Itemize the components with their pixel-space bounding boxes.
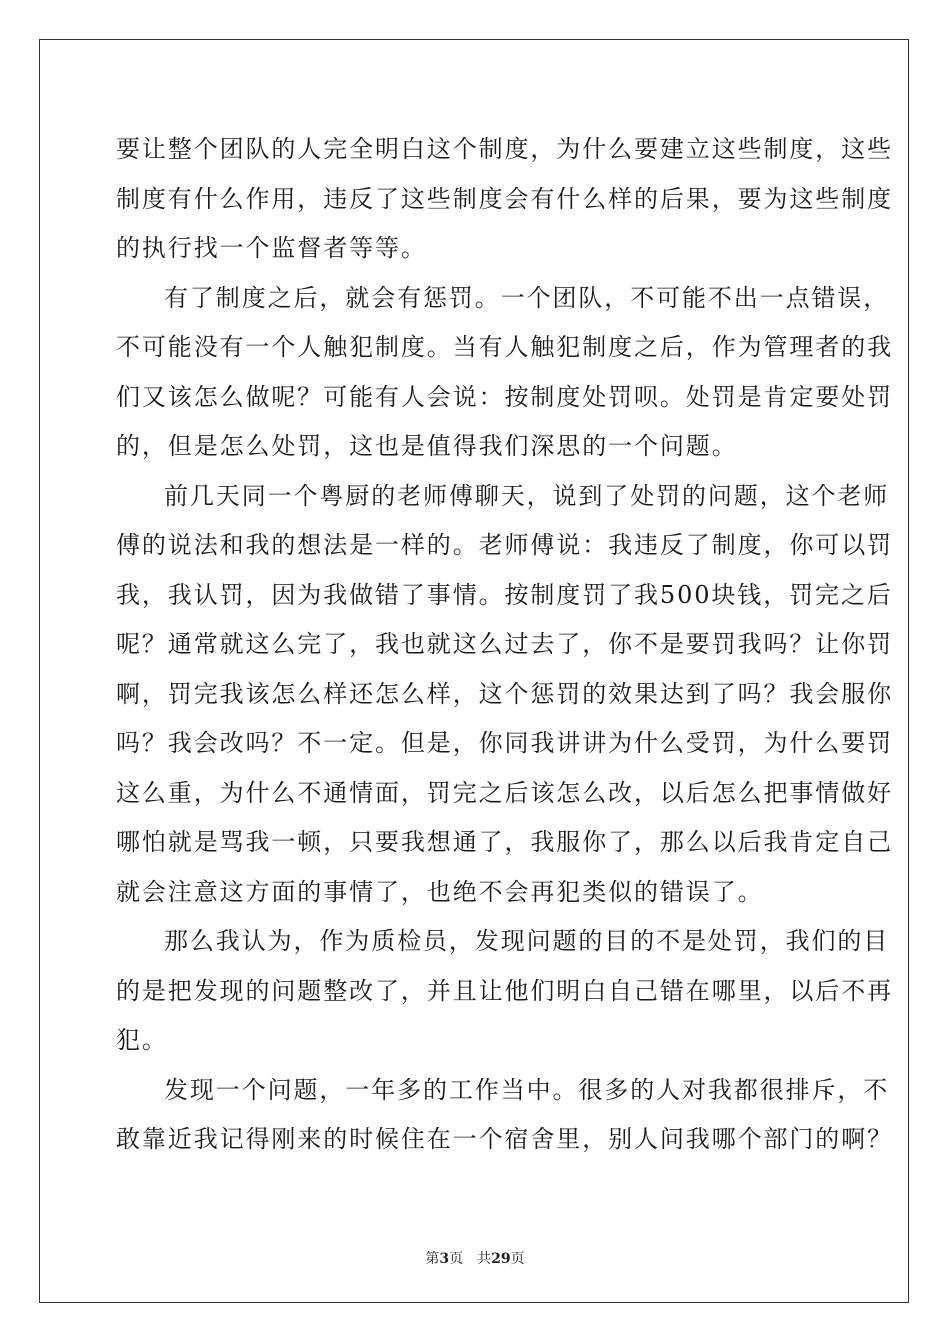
text-line: 前几天同一个粤厨的老师傅聊天，说到了处罚的问题，这个老师 [164, 481, 890, 510]
text-line: 不可能没有一个人触犯制度。当有人触犯制度之后，作为管理者的我 [116, 333, 893, 361]
text-line: 们又该怎么做呢？可能有人会说：按制度处罚呗。处罚是肯定要处罚 [116, 382, 893, 411]
document-body [116, 125, 893, 1165]
paragraph [116, 472, 893, 918]
paragraph [116, 274, 893, 472]
text-line: 的执行找一个监督者等等。 [116, 234, 427, 262]
text-line: 傅的说法和我的想法是一样的。老师傅说：我违反了制度，你可以罚 [116, 531, 893, 559]
page-footer [0, 1248, 950, 1268]
text-line: 我，我认罚，因为我做错了事情。按制度罚了我500块钱，罚完之后 [116, 580, 893, 609]
text-line: 这么重，为什么不通情面，罚完之后该怎么改，以后怎么把事情做好 [116, 778, 893, 807]
text-line: 的是把发现的问题整改了，并且让他们明白自己错在哪里，以后不再 [116, 976, 893, 1005]
page-number-prefix: 第 [425, 1251, 440, 1267]
page-number-suffix: 页 [449, 1251, 464, 1267]
text-line: 啊，罚完我该怎么样还怎么样，这个惩罚的效果达到了吗？我会服你 [116, 679, 893, 708]
paragraph [116, 1066, 893, 1165]
text-line: 制度有什么作用，违反了这些制度会有什么样的后果，要为这些制度 [116, 184, 893, 213]
text-line: 的，但是怎么处罚，这也是值得我们深思的一个问题。 [116, 432, 738, 460]
text-line: 那么我认为，作为质检员，发现问题的目的不是处罚，我们的目 [164, 927, 890, 955]
text-line: 哪怕就是骂我一顿，只要我想通了，我服你了，那么以后我肯定自己 [116, 828, 893, 856]
text-line: 发现一个问题，一年多的工作当中。很多的人对我都很排斥，不 [164, 1075, 890, 1104]
text-line: 就会注意这方面的事情了，也绝不会再犯类似的错误了。 [116, 877, 764, 906]
total-pages: 29 [491, 1251, 511, 1267]
text-line: 呢？通常就这么完了，我也就这么过去了，你不是要罚我吗？让你罚 [116, 630, 893, 658]
text-line: 吗？我会改吗？不一定。但是，你同我讲讲为什么受罚，为什么要罚 [116, 729, 893, 757]
text-line: 要让整个团队的人完全明白这个制度，为什么要建立这些制度，这些 [116, 135, 893, 163]
total-pages-prefix: 共 [477, 1251, 492, 1267]
total-pages-suffix: 页 [510, 1251, 525, 1267]
paragraph [116, 125, 893, 274]
text-line: 有了制度之后，就会有惩罚。一个团队，不可能不出一点错误， [164, 283, 890, 312]
paragraph [116, 917, 893, 1066]
text-line: 犯。 [116, 1026, 168, 1054]
text-line: 敢靠近我记得刚来的时候住在一个宿舍里，别人问我哪个部门的啊？ [116, 1125, 893, 1153]
page-number: 3 [439, 1251, 450, 1267]
